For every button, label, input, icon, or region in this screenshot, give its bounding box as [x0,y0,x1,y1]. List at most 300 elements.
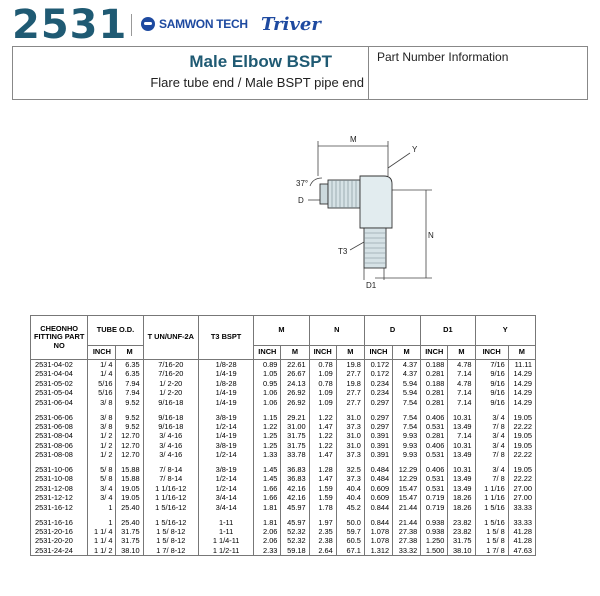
table-cell: 0.719 [421,503,448,512]
table-cell: 50.0 [336,518,364,527]
table-cell: 0.391 [364,441,392,450]
table-cell: 2531-16-16 [31,518,88,527]
table-cell: 23.82 [448,527,475,536]
table-cell: 0.78 [309,360,336,370]
table-cell: 7/ 8 [475,422,508,431]
table-cell: 3/4-14 [198,503,253,512]
table-cell: 27.38 [393,527,421,536]
table-cell: 1/4-19 [198,398,253,407]
table-cell: 7.14 [448,369,475,378]
table-cell: 1/ 2-20 [143,379,198,388]
table-cell: 31.75 [448,536,475,545]
table-cell: 9/16-18 [143,413,198,422]
table-cell: 2531-20-16 [31,527,88,536]
table-cell: 2531-05-04 [31,388,88,397]
table-cell: 21.44 [393,518,421,527]
table-cell: 1.078 [364,527,392,536]
table-cell: 0.484 [364,474,392,483]
table-cell: 6.35 [116,360,143,370]
table-cell: 0.531 [421,450,448,459]
table-cell: 0.531 [421,484,448,493]
table-cell: 25.40 [116,503,143,512]
table-cell: 19.05 [508,465,535,474]
title-box [12,46,588,100]
table-cell: 1.078 [364,536,392,545]
table-cell: 0.844 [364,503,392,512]
table-cell: 1 1/16-12 [143,484,198,493]
elbow-diagram [280,128,440,298]
table-cell: 67.1 [336,546,364,556]
table-row [31,422,536,431]
table-cell: 1 1/16 [475,484,508,493]
table-cell: 2.64 [309,546,336,556]
table-cell: 0.281 [421,369,448,378]
table-cell: 1/ 4 [88,369,116,378]
table-cell: 0.719 [421,493,448,502]
table-cell: 1 1/16 [475,493,508,502]
table-cell: 52.32 [281,536,309,545]
label-y: Y [412,145,418,154]
label-d1: D1 [366,281,377,290]
table-cell: 1.59 [309,493,336,502]
subheader-mm: M [508,346,535,360]
table-cell: 7/ 8 [475,474,508,483]
table-cell: 1 [88,503,116,512]
table-cell: 32.5 [336,465,364,474]
table-cell: 1 1/2-11 [198,546,253,556]
table-cell: 1/8-28 [198,379,253,388]
flare-nose [320,184,328,204]
table-cell: 9/16 [475,398,508,407]
table-cell: 1.09 [309,388,336,397]
table-row [31,546,536,556]
table-cell: 1/ 2 [88,431,116,440]
table-cell: 0.531 [421,422,448,431]
spec-table [30,315,536,556]
table-cell: 7/ 8 [475,450,508,459]
table-cell: 37.3 [336,450,364,459]
table-cell: 19.05 [508,413,535,422]
part-number-heading: 2531 [12,2,128,48]
subheader-mm: M [281,346,309,360]
table-cell: 0.281 [421,388,448,397]
table-cell: 22.22 [508,450,535,459]
elbow-body [360,176,392,228]
table-cell: 26.92 [281,398,309,407]
table-cell: 2531-12-08 [31,484,88,493]
table-cell: 0.281 [421,398,448,407]
table-cell: 4.37 [393,360,421,370]
table-cell: 40.4 [336,484,364,493]
table-cell: 1/ 2 [88,450,116,459]
table-cell: 0.609 [364,493,392,502]
table-cell: 7.14 [448,398,475,407]
label-d: D [298,196,304,205]
header-t: T UN/UNF-2A [143,316,198,360]
table-cell: 10.31 [448,441,475,450]
table-cell: 1.25 [254,441,281,450]
table-row [31,450,536,459]
table-cell: 0.234 [364,379,392,388]
table-cell: 1.47 [309,422,336,431]
table-cell: 7/ 8-14 [143,474,198,483]
table-cell: 1.250 [421,536,448,545]
table-cell: 1/2-14 [198,450,253,459]
table-cell: 1.05 [254,369,281,378]
table-cell: 5/16 [88,388,116,397]
table-cell: 1.81 [254,503,281,512]
table-cell: 3/ 4 [88,484,116,493]
table-cell: 1 5/16-12 [143,518,198,527]
table-cell: 31.0 [336,431,364,440]
table-cell: 1/ 4 [88,360,116,370]
table-cell: 9.52 [116,413,143,422]
table-cell: 1 7/ 8-12 [143,546,198,556]
table-cell: 2531-20-20 [31,536,88,545]
table-cell: 9.52 [116,422,143,431]
table-row [31,431,536,440]
table-cell: 9/16-18 [143,422,198,431]
table-cell: 1/4-19 [198,369,253,378]
table-cell: 0.406 [421,441,448,450]
product-title: Male Elbow BSPT [189,52,332,71]
table-cell: 1 1/ 4 [88,527,116,536]
table-cell: 4.78 [448,379,475,388]
table-cell: 31.0 [336,413,364,422]
table-cell: 3/ 4-16 [143,450,198,459]
table-cell: 21.44 [393,503,421,512]
subheader-inch: INCH [364,346,392,360]
table-cell: 45.2 [336,503,364,512]
table-cell: 0.484 [364,465,392,474]
table-cell: 22.22 [508,474,535,483]
table-cell: 12.70 [116,450,143,459]
table-cell: 25.40 [116,518,143,527]
table-cell: 5.94 [393,379,421,388]
table-cell: 31.75 [116,527,143,536]
table-cell: 2.33 [254,546,281,556]
table-cell: 1 5/ 8 [475,527,508,536]
table-cell: 5/16 [88,379,116,388]
table-cell: 0.188 [421,360,448,370]
table-cell: 2531-04-02 [31,360,88,370]
table-cell: 2531-06-04 [31,398,88,407]
table-cell: 1.22 [309,441,336,450]
table-cell: 3/8-19 [198,441,253,450]
table-cell: 3/8-19 [198,465,253,474]
table-cell: 4.78 [448,360,475,370]
table-cell: 1 5/ 8-12 [143,527,198,536]
table-cell: 1.97 [309,518,336,527]
table-cell: 0.609 [364,484,392,493]
table-cell: 31.75 [281,431,309,440]
table-cell: 45.97 [281,518,309,527]
table-cell: 1.81 [254,518,281,527]
header-part-no: CHEONHO FITTING PART NO [31,316,88,360]
table-cell: 1/8-28 [198,360,253,370]
table-cell: 37.3 [336,422,364,431]
table-cell: 36.83 [281,465,309,474]
table-cell: 3/ 4 [88,493,116,502]
subheader-mm: M [336,346,364,360]
table-cell: 14.29 [508,398,535,407]
triver-brand: Triver [261,14,321,35]
table-cell: 0.234 [364,388,392,397]
table-cell: 19.05 [508,431,535,440]
table-cell: 33.33 [508,518,535,527]
table-cell: 59.7 [336,527,364,536]
table-row [31,413,536,422]
table-cell: 0.297 [364,422,392,431]
table-row [31,465,536,474]
header-d: D [364,316,420,346]
table-cell: 3/ 4 [475,465,508,474]
table-cell: 0.406 [421,465,448,474]
table-cell: 1/ 2 [88,441,116,450]
table-cell: 47.63 [508,546,535,556]
table-cell: 1-11 [198,527,253,536]
table-cell: 3/ 8 [88,422,116,431]
table-cell: 33.33 [508,503,535,512]
table-row [31,474,536,483]
table-cell: 1 5/ 8-12 [143,536,198,545]
table-cell: 1.47 [309,450,336,459]
table-cell: 3/ 4-16 [143,431,198,440]
table-cell: 23.82 [448,518,475,527]
table-cell: 19.05 [116,493,143,502]
table-cell: 3/8-19 [198,413,253,422]
table-cell: 0.172 [364,369,392,378]
table-cell: 15.47 [393,493,421,502]
table-cell: 0.938 [421,527,448,536]
table-cell: 1/4-19 [198,431,253,440]
dim-t3-leader [350,242,364,250]
table-cell: 1 7/ 8 [475,546,508,556]
subheader-inch: INCH [88,346,116,360]
table-cell: 3/ 8 [88,398,116,407]
table-row [31,441,536,450]
table-cell: 1 1/ 4 [88,536,116,545]
table-cell: 1.45 [254,474,281,483]
table-cell: 2.35 [309,527,336,536]
label-t3: T3 [338,247,348,256]
table-cell: 9/16 [475,388,508,397]
table-cell: 2531-06-08 [31,422,88,431]
table-cell: 2531-08-06 [31,441,88,450]
table-cell: 2531-08-04 [31,431,88,440]
table-row [31,527,536,536]
header [0,0,600,46]
subheader-mm: M [116,346,143,360]
table-cell: 36.83 [281,474,309,483]
table-cell: 13.49 [448,422,475,431]
table-cell: 27.38 [393,536,421,545]
table-cell: 4.37 [393,369,421,378]
table-cell: 7.54 [393,422,421,431]
table-cell: 12.70 [116,431,143,440]
header-tube-od: TUBE O.D. [88,316,143,346]
table-cell: 1.312 [364,546,392,556]
table-cell: 1 1/16-12 [143,493,198,502]
table-cell: 14.29 [508,388,535,397]
table-cell: 1.59 [309,484,336,493]
table-cell: 1.33 [254,450,281,459]
table-cell: 27.00 [508,493,535,502]
subheader-inch: INCH [475,346,508,360]
header-y: Y [475,316,535,346]
header-m: M [254,316,309,346]
subheader-inch: INCH [421,346,448,360]
table-cell: 7.14 [448,388,475,397]
table-cell: 7/16-20 [143,360,198,370]
header-divider [131,14,132,36]
table-cell: 18.26 [448,503,475,512]
table-cell: 12.29 [393,465,421,474]
table-cell: 7.14 [448,431,475,440]
table-cell: 3/ 4 [475,413,508,422]
table-cell: 5/ 8 [88,465,116,474]
table-cell: 1.09 [309,369,336,378]
table-cell: 22.61 [281,360,309,370]
table-cell: 41.28 [508,527,535,536]
table-cell: 1.78 [309,503,336,512]
table-cell: 2531-24-24 [31,546,88,556]
table-cell: 0.938 [421,518,448,527]
samwon-brand-text: SAMWON TECH [159,17,248,31]
table-cell: 42.16 [281,493,309,502]
table-cell: 33.32 [393,546,421,556]
table-cell: 0.391 [364,450,392,459]
table-cell: 1.22 [254,422,281,431]
table-cell: 1.22 [309,413,336,422]
table-row [31,536,536,545]
table-cell: 59.18 [281,546,309,556]
table-cell: 27.00 [508,484,535,493]
table-cell: 7/ 8-14 [143,465,198,474]
table-cell: 18.26 [448,493,475,502]
table-cell: 7/16-20 [143,369,198,378]
subheader-mm: M [393,346,421,360]
table-cell: 13.49 [448,484,475,493]
dim-y-leader [388,153,410,168]
table-cell: 13.49 [448,474,475,483]
subheader-mm: M [448,346,475,360]
table-cell: 11.11 [508,360,535,370]
table-cell: 1 5/16 [475,518,508,527]
table-row [31,493,536,502]
table-cell: 9.93 [393,450,421,459]
table-cell: 3/ 4-16 [143,441,198,450]
table-cell: 0.89 [254,360,281,370]
product-subtitle: Flare tube end / Male BSPT pipe end [150,75,364,90]
table-cell: 0.281 [421,431,448,440]
table-cell: 1.09 [309,398,336,407]
table-cell: 41.28 [508,536,535,545]
table-cell: 14.29 [508,379,535,388]
table-cell: 1 5/16-12 [143,503,198,512]
table-row [31,518,536,527]
table-cell: 10.31 [448,413,475,422]
table-cell: 26.92 [281,388,309,397]
table-row [31,484,536,493]
table-cell: 7.94 [116,379,143,388]
part-number-info-label: Part Number Information [377,50,509,64]
label-m: M [350,135,357,144]
table-cell: 42.16 [281,484,309,493]
title-left-panel [13,47,369,99]
table-cell: 2.38 [309,536,336,545]
table-cell: 3/ 4 [475,431,508,440]
table-cell: 0.844 [364,518,392,527]
table-cell: 0.391 [364,431,392,440]
table-cell: 5.94 [393,388,421,397]
table-cell: 31.75 [281,441,309,450]
table-cell: 27.7 [336,369,364,378]
subheader-inch: INCH [309,346,336,360]
table-cell: 1.15 [254,413,281,422]
table-cell: 3/ 8 [88,413,116,422]
label-angle: 37° [296,179,309,188]
table-cell: 1.47 [309,474,336,483]
table-cell: 19.8 [336,360,364,370]
table-cell: 7.94 [116,388,143,397]
table-cell: 0.188 [421,379,448,388]
table-cell: 7.54 [393,413,421,422]
table-cell: 9.93 [393,441,421,450]
table-cell: 2.06 [254,527,281,536]
table-cell: 10.31 [448,465,475,474]
table-cell: 19.8 [336,379,364,388]
table-cell: 9/16-18 [143,398,198,407]
table-cell: 9/16 [475,379,508,388]
table-cell: 1/2-14 [198,422,253,431]
table-cell: 9.52 [116,398,143,407]
table-cell: 1-11 [198,518,253,527]
table-cell: 52.32 [281,527,309,536]
table-cell: 2531-12-12 [31,493,88,502]
table-cell: 60.5 [336,536,364,545]
header-t3: T3 BSPT [198,316,253,360]
table-cell: 7.54 [393,398,421,407]
table-cell: 3/ 4 [475,441,508,450]
table-cell: 15.47 [393,484,421,493]
table-cell: 6.35 [116,369,143,378]
table-cell: 1/2-14 [198,484,253,493]
table-cell: 27.7 [336,398,364,407]
table-cell: 1.500 [421,546,448,556]
table-cell: 38.10 [448,546,475,556]
table-cell: 24.13 [281,379,309,388]
table-cell: 1 1/4-11 [198,536,253,545]
table-cell: 1.45 [254,465,281,474]
table-cell: 2531-16-12 [31,503,88,512]
table-cell: 1 [88,518,116,527]
table-cell: 0.406 [421,413,448,422]
table-cell: 12.70 [116,441,143,450]
samwon-brand [141,17,248,31]
table-cell: 1.66 [254,484,281,493]
table-cell: 1.06 [254,388,281,397]
header-n: N [309,316,364,346]
header-d1: D1 [421,316,475,346]
table-cell: 19.05 [508,441,535,450]
label-n: N [428,231,434,240]
table-cell: 26.67 [281,369,309,378]
table-cell: 12.29 [393,474,421,483]
table-cell: 0.78 [309,379,336,388]
table-cell: 13.49 [448,450,475,459]
table-cell: 2.06 [254,536,281,545]
